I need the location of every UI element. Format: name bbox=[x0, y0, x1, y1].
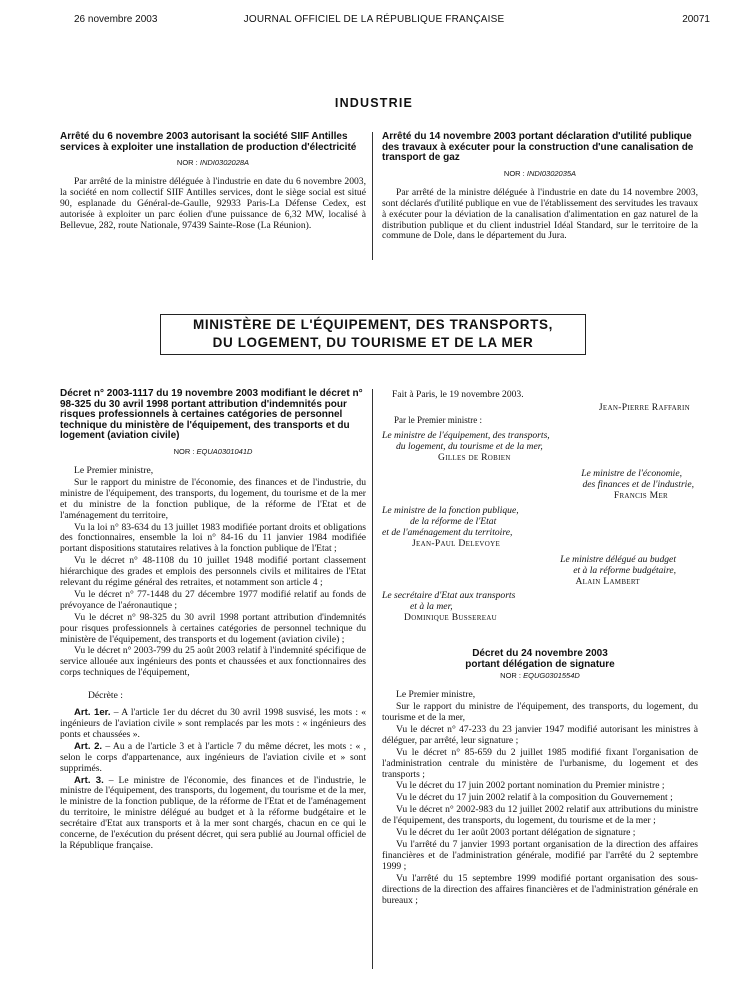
signature-block bbox=[382, 554, 698, 587]
article-text: – Le ministre de l'économie, des finances et de l'industrie, le ministre de l'équipement, des transports, du logement, du tourisme et de la mer, le ministre de la fonction publique, de la réforme de l'Etat et de l'aménagement du territoire, le ministre délégué au budget et à la réforme budgétaire et le secrétaire d'Etat aux transports et à la mer sont chargés, chacun en ce qui le concerne, de l'exécution du présent décret, qui sera publié au Journal officiel de la République française. bbox=[60, 774, 366, 851]
intro: Le Premier ministre, bbox=[396, 689, 476, 701]
article-label: Art. 1er. bbox=[74, 707, 111, 719]
paragraph: Vu le décret du 17 juin 2002 relatif à la composition du Gouvernement ; bbox=[396, 792, 673, 804]
page-number: 20071 bbox=[682, 14, 710, 25]
paragraph: Sur le rapport du ministre de l'économie, des finances et de l'industrie, du ministre de l'équipement, des transports, du logement, du tourisme et de la mer et du ministre de la fonction publique, de la réforme de l'Etat et de l'aménagement du territoire, bbox=[60, 476, 366, 521]
signature-block bbox=[382, 505, 698, 549]
signature-role: Le ministre de l'équipement, des transports, bbox=[382, 430, 550, 441]
decret2-title-line2: portant délégation de signature bbox=[465, 658, 615, 670]
journal-title: JOURNAL OFFICIEL DE LA RÉPUBLIQUE FRANÇAISE bbox=[243, 14, 505, 25]
decret-body bbox=[60, 466, 366, 852]
paragraph: Vu la loi n° 83-634 du 13 juillet 1983 modifiée portant droits et obligations des fonctionnaires, ensemble la loi n° 84-16 du 11 janvier 1984 modifiée portant dispositions statutaires relatives à la fonction publique de l'Etat ; bbox=[60, 521, 366, 555]
paragraph: Vu le décret du 1er août 2003 portant délégation de signature ; bbox=[396, 827, 636, 839]
decret2-nor bbox=[382, 671, 698, 680]
arrete-siif-body bbox=[60, 177, 366, 232]
paragraph: Sur le rapport du ministre de l'équipement, des transports, du logement, du tourisme et de la mer, bbox=[382, 701, 698, 723]
signature-role: de la réforme de l'Etat bbox=[410, 516, 497, 527]
nor-label: NOR : bbox=[500, 671, 522, 681]
paragraph: Vu le décret n° 85-659 du 2 juillet 1985 modifié fixant l'organisation de l'administration centrale du ministère de l'urbanisme, du logement et des transports ; bbox=[382, 746, 698, 780]
ministry-title-line1: MINISTÈRE DE L'ÉQUIPEMENT, DES TRANSPORTS, bbox=[193, 317, 553, 332]
decrete: Décrète : bbox=[88, 690, 123, 702]
decret2-title-line1: Décret du 24 novembre 2003 bbox=[472, 648, 608, 659]
signature-name: Dominique Bussereau bbox=[404, 612, 497, 623]
signature-block bbox=[382, 468, 698, 501]
signature-role: Le secrétaire d'Etat aux transports bbox=[382, 590, 516, 601]
paragraph: Par arrêté de la ministre déléguée à l'industrie en date du 6 novembre 2003, la société en nom collectif SIIF Antilles services, dont le siège social est situé 90, esplanade du Général-de-Gaulle, 92933 Paris-La Défense Cedex, est autorisée à exploiter un parc éolien d'une puissance de 6,32 MW, localisé à Bellevue, 282, route Nationale, 97439 Sainte-Rose (La Réunion). bbox=[60, 176, 366, 231]
article-label: Art. 3. bbox=[74, 774, 104, 786]
header-date: 26 novembre 2003 bbox=[74, 14, 158, 25]
article-text: – Au a de l'article 3 et à l'article 7 du même décret, les mots : « , selon le corps d'appartenance, aux ingénieurs de l'aviation civile et » sont supprimés. bbox=[60, 740, 366, 774]
signature-role: et à la réforme budgétaire, bbox=[573, 565, 676, 576]
decret2-body bbox=[382, 690, 698, 906]
par-le-premier-ministre: Par le Premier ministre : bbox=[394, 415, 482, 425]
decret-24-novembre bbox=[382, 649, 698, 906]
arrete-gaz-body bbox=[382, 188, 698, 243]
paragraph: Vu l'arrêté du 15 septembre 1999 modifié portant organisation des sous-directions de la direction des affaires financières et de l'administration générale en bureaux ; bbox=[382, 872, 698, 906]
arrete-gaz-title: Arrêté du 14 novembre 2003 portant déclaration d'utilité publique des travaux à exécuter pour la construction d'une canalisation de transport de gaz bbox=[382, 131, 694, 164]
ministry-title-box bbox=[160, 314, 586, 355]
signature-role: Le ministre de l'économie, bbox=[581, 468, 682, 479]
nor-label: NOR : bbox=[176, 158, 198, 168]
paragraph: Vu l'arrêté du 7 janvier 1993 portant organisation de la direction des affaires financières et de l'administration générale, modifié par l'arrêté du 2 septembre 1999 ; bbox=[382, 838, 698, 872]
arrete-gaz-nor bbox=[382, 169, 698, 178]
intro: Le Premier ministre, bbox=[74, 464, 154, 476]
signature-name: Gilles de Robien bbox=[438, 452, 511, 463]
paragraph: Vu le décret n° 77-1448 du 27 décembre 1977 modifié relatif au fonds de prévoyance de l'aéronautique ; bbox=[60, 588, 366, 611]
column-divider bbox=[372, 389, 373, 969]
paragraph: Par arrêté de la ministre déléguée à l'industrie en date du 14 novembre 2003, sont déclarés d'utilité publique en vue de l'établissement des servitudes les travaux à exécuter pour la déviation de la canalisation d'alimentation en gaz naturel de la distribution publique et du client industriel Idéal Standard, sur le territoire de la commune de Dole, dans le département du Jura. bbox=[382, 186, 698, 242]
article-label: Art. 2. bbox=[74, 740, 103, 752]
arrete-siif-title: Arrêté du 6 novembre 2003 autorisant la société SIIF Antilles services à exploiter une installation de production d'électricité bbox=[60, 131, 357, 153]
nor-code: INDI0302028A bbox=[199, 158, 250, 168]
pm-name: Jean-Pierre Raffarin bbox=[598, 402, 690, 413]
fait-a-paris: Fait à Paris, le 19 novembre 2003. bbox=[392, 389, 524, 400]
signatures-and-decret2 bbox=[382, 389, 698, 907]
ministry-title-line2: DU LOGEMENT, DU TOURISME ET DE LA MER bbox=[212, 335, 534, 350]
nor-code: INDI0302035A bbox=[526, 168, 577, 178]
nor-label: NOR : bbox=[503, 168, 525, 178]
decret-title: Décret n° 2003-1117 du 19 novembre 2003 modifiant le décret n° 98-325 du 30 avril 1998 portant attribution d'indemnités pour risques professionnels à certaines catégories de personnel technique du ministère de l'équipement, des transports et du logement (aviation civile) bbox=[60, 388, 363, 442]
decret-nor bbox=[60, 447, 366, 456]
signatures bbox=[382, 389, 698, 623]
article-text: – A l'article 1er du décret du 30 avril 1998 susvisé, les mots : « ingénieurs de l'aviation civile » sont remplacés par les mots : « ingénieurs des ponts et chaussées ». bbox=[60, 707, 366, 740]
signature-role: du logement, du tourisme et de la mer, bbox=[396, 441, 543, 452]
article bbox=[60, 742, 366, 775]
article bbox=[60, 708, 366, 741]
paragraph: Vu le décret n° 2003-799 du 25 août 2003 relatif à l'indemnité spécifique de service allouée aux ingénieurs des ponts et chaussées et aux fonctionnaires des corps techniques de l'équipement, bbox=[60, 645, 366, 679]
decret-2003-1117 bbox=[60, 389, 366, 853]
signature-role: Le ministre de la fonction publique, bbox=[382, 505, 519, 516]
signature-name: Alain Lambert bbox=[575, 576, 640, 587]
paragraph: Vu le décret n° 48-1108 du 10 juillet 1948 modifié portant classement hiérarchique des grades et emplois des personnels civils et militaires de l'Etat relevant du régime général des retraites, et notamment son article 4 ; bbox=[60, 555, 366, 589]
signature-block bbox=[382, 430, 698, 463]
column-divider bbox=[372, 132, 373, 260]
arrete-siif-nor bbox=[60, 158, 366, 167]
paragraph: Vu le décret n° 47-233 du 23 janvier 1947 modifié autorisant les ministres à déléguer, par arrêté, leur signature ; bbox=[382, 723, 698, 746]
signature-role: des finances et de l'industrie, bbox=[582, 479, 694, 490]
signature-role: Le ministre délégué au budget bbox=[560, 554, 676, 565]
nor-label: NOR : bbox=[173, 446, 195, 456]
nor-code: EQUG0301554D bbox=[523, 671, 580, 681]
arrete-siif bbox=[60, 132, 366, 233]
signature-block bbox=[382, 590, 698, 623]
nor-code: EQUA0301041D bbox=[196, 446, 253, 456]
paragraph: Vu le décret n° 2002-983 du 12 juillet 2002 relatif aux attributions du ministre de l'équipement, des transports, du logement, du tourisme et de la mer ; bbox=[382, 804, 698, 827]
arrete-gaz bbox=[382, 132, 698, 243]
signature-name: Jean-Paul Delevoye bbox=[412, 538, 501, 549]
signature-role: et de l'aménagement du territoire, bbox=[382, 527, 513, 538]
section-title: INDUSTRIE bbox=[334, 96, 414, 110]
signature-role: et à la mer, bbox=[410, 601, 453, 612]
signature-name: Francis Mer bbox=[613, 490, 668, 501]
paragraph: Vu le décret n° 98-325 du 30 avril 1998 portant attribution d'indemnités pour risques professionnels à certaines catégories de personnel technique du ministère de l'équipement, des transports et du logement (aviation civile) ; bbox=[60, 611, 366, 645]
paragraph: Vu le décret du 17 juin 2002 portant nomination du Premier ministre ; bbox=[396, 780, 665, 792]
article bbox=[60, 776, 366, 852]
